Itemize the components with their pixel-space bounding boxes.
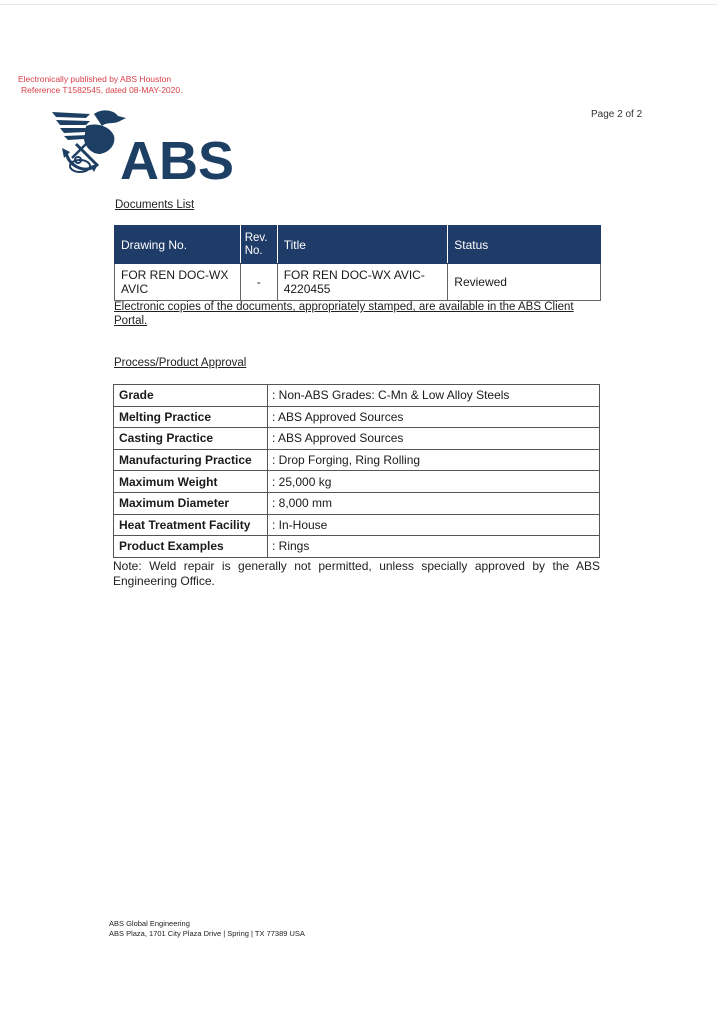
stamp-line-1: Electronically published by ABS Houston [18,74,172,84]
process-approval-title: Process/Product Approval [114,357,247,369]
table-row [114,385,600,407]
table-row [114,449,600,471]
drawing-no-line-2: AVIC [121,282,149,296]
drawing-no-line-1: FOR REN DOC-WX [121,268,229,282]
header-rev-no [240,226,277,264]
title-line-2: 4220455 [283,282,331,296]
header-rev-line-2: No. [244,244,263,257]
table-row [114,428,600,450]
maximum-diameter-label: Maximum Diameter [114,492,268,514]
drawing-no-cell [115,264,241,301]
header-rev-line-1: Rev. [244,231,268,244]
table-row [114,536,600,558]
melting-practice-value: : ABS Approved Sources [268,406,600,428]
footer-line-1: ABS Global Engineering [109,919,190,928]
product-examples-label: Product Examples [114,536,268,558]
page-number: Page 2 of 2 [591,109,643,120]
grade-value: : Non-ABS Grades: C-Mn & Low Alloy Steels [268,385,600,407]
heat-treatment-facility-value: : In-House [268,514,600,536]
abs-eagle-icon [52,110,126,172]
abs-logo [50,108,250,186]
manufacturing-practice-label: Manufacturing Practice [114,449,268,471]
grade-label: Grade [114,385,268,407]
process-approval-table [113,384,600,558]
header-drawing-no: Drawing No. [115,226,241,264]
product-examples-value: : Rings [268,536,600,558]
electronic-publication-stamp [18,74,182,96]
documents-list-title: Documents List [115,199,195,211]
manufacturing-practice-value: : Drop Forging, Ring Rolling [268,449,600,471]
documents-table [114,225,601,301]
documents-header-row [115,226,601,264]
rev-no-cell: - [240,264,277,301]
heat-treatment-facility-label: Heat Treatment Facility [114,514,268,536]
footer-address [109,919,305,939]
status-cell: Reviewed [448,264,601,301]
table-row [114,471,600,493]
top-rule [0,4,717,5]
maximum-diameter-value: : 8,000 mm [268,492,600,514]
abs-logo-text: ABS [120,131,235,186]
weld-repair-note: Note: Weld repair is generally not permitted, unless specially approved by the ABS Engineering Office. [113,559,600,588]
title-line-1: FOR REN DOC-WX AVIC- [283,268,425,282]
table-row [114,514,600,536]
maximum-weight-label: Maximum Weight [114,471,268,493]
table-row [114,492,600,514]
header-status: Status [448,226,601,264]
title-cell [277,264,448,301]
table-row [115,264,601,301]
client-portal-note: Electronic copies of the documents, appropriately stamped, are available in the ABS Client Portal. [114,301,574,327]
casting-practice-label: Casting Practice [114,428,268,450]
stamp-line-2: Reference T1582545, dated 08-MAY-2020. [21,85,183,95]
casting-practice-value: : ABS Approved Sources [268,428,600,450]
maximum-weight-value: : 25,000 kg [268,471,600,493]
melting-practice-label: Melting Practice [114,406,268,428]
table-row [114,406,600,428]
header-title: Title [277,226,448,264]
footer-line-2: ABS Plaza, 1701 City Plaza Drive | Spring | TX 77389 USA [109,929,305,938]
